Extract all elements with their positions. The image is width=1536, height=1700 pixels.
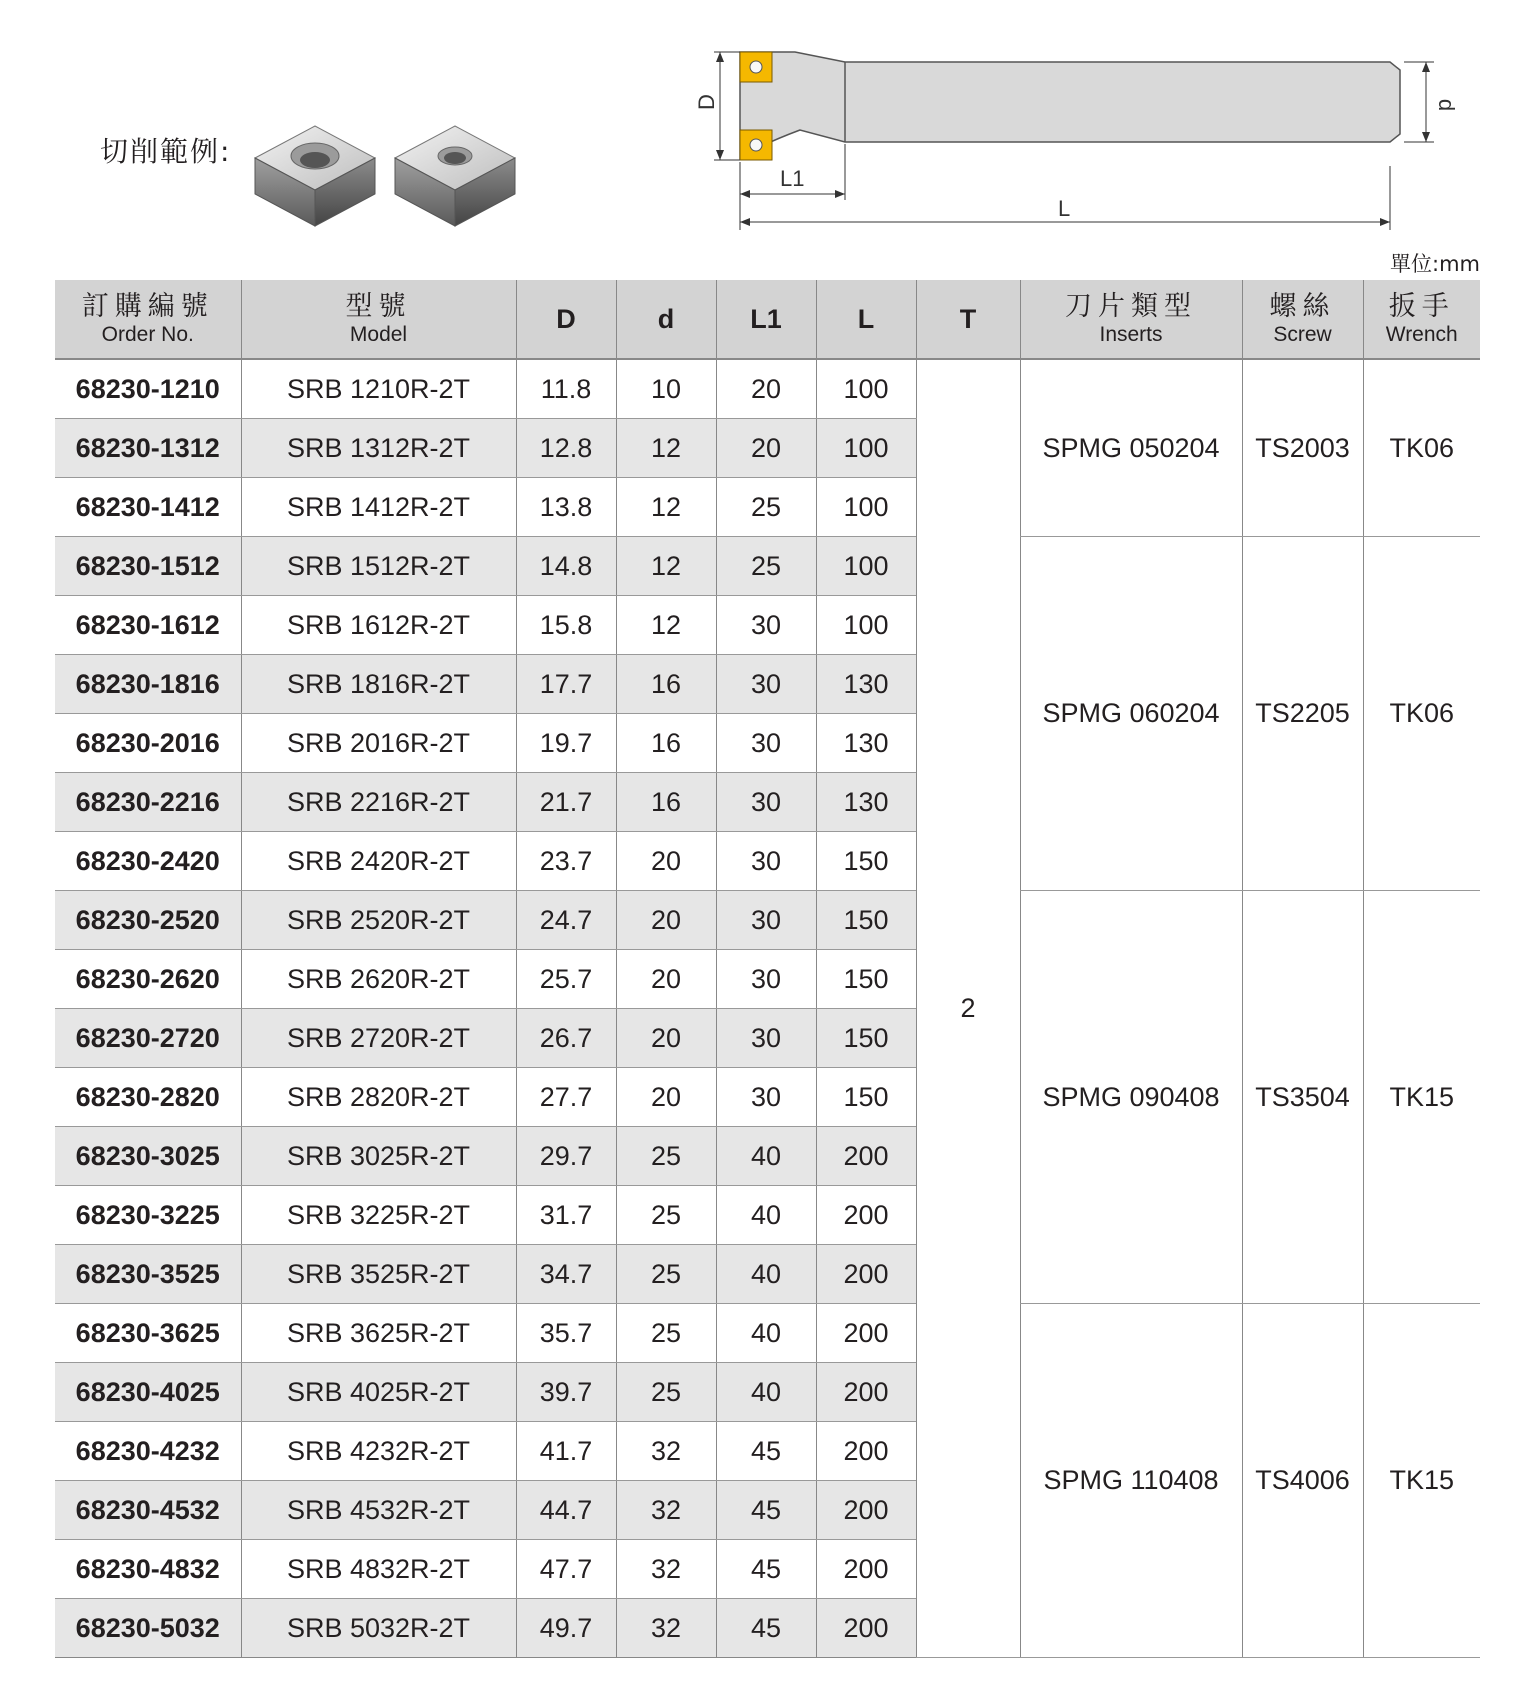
d-cell: 16 — [616, 714, 716, 773]
order-no-cell: 68230-1512 — [55, 537, 241, 596]
d-cell: 16 — [616, 773, 716, 832]
L1-cell: 40 — [716, 1304, 816, 1363]
T-cell: 2 — [916, 359, 1020, 1658]
L1-cell: 40 — [716, 1363, 816, 1422]
model-cell: SRB 2620R-2T — [241, 950, 516, 1009]
L-cell: 150 — [816, 950, 916, 1009]
D-cell: 49.7 — [516, 1599, 616, 1658]
model-cell: SRB 4232R-2T — [241, 1422, 516, 1481]
d-cell: 20 — [616, 832, 716, 891]
model-cell: SRB 4025R-2T — [241, 1363, 516, 1422]
L-cell: 200 — [816, 1127, 916, 1186]
order-no-cell: 68230-4232 — [55, 1422, 241, 1481]
model-cell: SRB 1210R-2T — [241, 359, 516, 419]
D-cell: 23.7 — [516, 832, 616, 891]
d-cell: 32 — [616, 1422, 716, 1481]
order-no-cell: 68230-1312 — [55, 419, 241, 478]
screw-cell: TS2205 — [1242, 537, 1363, 891]
L1-cell: 30 — [716, 773, 816, 832]
D-cell: 39.7 — [516, 1363, 616, 1422]
d-cell: 20 — [616, 1068, 716, 1127]
D-cell: 12.8 — [516, 419, 616, 478]
D-cell: 27.7 — [516, 1068, 616, 1127]
tool-dimension-drawing — [694, 40, 1420, 240]
model-cell: SRB 2420R-2T — [241, 832, 516, 891]
wrench-cell: TK06 — [1363, 537, 1480, 891]
wrench-cell: TK15 — [1363, 891, 1480, 1304]
order-no-cell: 68230-4532 — [55, 1481, 241, 1540]
model-cell: SRB 2820R-2T — [241, 1068, 516, 1127]
order-no-cell: 68230-1412 — [55, 478, 241, 537]
insert-examples-image — [255, 118, 535, 233]
L1-cell: 30 — [716, 950, 816, 1009]
table-row — [55, 891, 1480, 950]
insert-type-cell: SPMG 060204 — [1020, 537, 1242, 891]
D-cell: 13.8 — [516, 478, 616, 537]
D-cell: 41.7 — [516, 1422, 616, 1481]
D-cell: 25.7 — [516, 950, 616, 1009]
L1-cell: 40 — [716, 1245, 816, 1304]
L-cell: 150 — [816, 1068, 916, 1127]
order-no-cell: 68230-2520 — [55, 891, 241, 950]
L1-cell: 25 — [716, 478, 816, 537]
insert-type-cell: SPMG 110408 — [1020, 1304, 1242, 1658]
L-cell: 100 — [816, 419, 916, 478]
L1-cell: 30 — [716, 1068, 816, 1127]
L-cell: 130 — [816, 655, 916, 714]
L-cell: 100 — [816, 359, 916, 419]
d-cell: 25 — [616, 1186, 716, 1245]
col-L: L — [816, 280, 916, 359]
wrench-cell: TK06 — [1363, 359, 1480, 537]
L1-cell: 40 — [716, 1127, 816, 1186]
d-cell: 20 — [616, 950, 716, 1009]
D-cell: 29.7 — [516, 1127, 616, 1186]
model-cell: SRB 1612R-2T — [241, 596, 516, 655]
order-no-cell: 68230-2016 — [55, 714, 241, 773]
L1-cell: 30 — [716, 714, 816, 773]
d-cell: 32 — [616, 1540, 716, 1599]
d-cell: 25 — [616, 1127, 716, 1186]
D-cell: 11.8 — [516, 359, 616, 419]
model-cell: SRB 2016R-2T — [241, 714, 516, 773]
order-no-cell: 68230-1816 — [55, 655, 241, 714]
D-cell: 24.7 — [516, 891, 616, 950]
wrench-cell: TK15 — [1363, 1304, 1480, 1658]
D-cell: 35.7 — [516, 1304, 616, 1363]
L-cell: 150 — [816, 832, 916, 891]
model-cell: SRB 1512R-2T — [241, 537, 516, 596]
model-cell: SRB 4532R-2T — [241, 1481, 516, 1540]
insert-type-cell: SPMG 090408 — [1020, 891, 1242, 1304]
D-cell: 21.7 — [516, 773, 616, 832]
model-cell: SRB 4832R-2T — [241, 1540, 516, 1599]
model-cell: SRB 3625R-2T — [241, 1304, 516, 1363]
insert-shape-1 — [255, 126, 375, 226]
model-cell: SRB 2520R-2T — [241, 891, 516, 950]
L1-cell: 20 — [716, 419, 816, 478]
cutting-example-label: 切削範例: — [100, 135, 232, 168]
L1-cell: 30 — [716, 1009, 816, 1068]
L1-cell: 30 — [716, 832, 816, 891]
model-cell: SRB 1412R-2T — [241, 478, 516, 537]
order-no-cell: 68230-4025 — [55, 1363, 241, 1422]
screw-cell: TS2003 — [1242, 359, 1363, 537]
order-no-cell: 68230-4832 — [55, 1540, 241, 1599]
D-cell: 26.7 — [516, 1009, 616, 1068]
D-cell: 44.7 — [516, 1481, 616, 1540]
col-d: d — [616, 280, 716, 359]
L-cell: 150 — [816, 1009, 916, 1068]
L-cell: 200 — [816, 1422, 916, 1481]
col-model: 型號 Model — [241, 280, 516, 359]
order-no-cell: 68230-3625 — [55, 1304, 241, 1363]
screw-cell: TS4006 — [1242, 1304, 1363, 1658]
L-cell: 200 — [816, 1540, 916, 1599]
L-cell: 200 — [816, 1304, 916, 1363]
L-cell: 200 — [816, 1599, 916, 1658]
table-header-row — [55, 280, 1480, 359]
model-cell: SRB 1816R-2T — [241, 655, 516, 714]
table-row — [55, 359, 1480, 419]
insert-shape-2 — [395, 126, 515, 226]
order-no-cell: 68230-3025 — [55, 1127, 241, 1186]
order-no-cell: 68230-3225 — [55, 1186, 241, 1245]
order-no-cell: 68230-1210 — [55, 359, 241, 419]
model-cell: SRB 3025R-2T — [241, 1127, 516, 1186]
L-cell: 130 — [816, 773, 916, 832]
col-D: D — [516, 280, 616, 359]
L1-cell: 45 — [716, 1540, 816, 1599]
D-cell: 47.7 — [516, 1540, 616, 1599]
dim-D-label: D — [694, 94, 719, 110]
insert-type-cell: SPMG 050204 — [1020, 359, 1242, 537]
model-cell: SRB 2216R-2T — [241, 773, 516, 832]
D-cell: 14.8 — [516, 537, 616, 596]
d-cell: 32 — [616, 1481, 716, 1540]
d-cell: 25 — [616, 1245, 716, 1304]
col-wrench: 扳手 Wrench — [1363, 280, 1480, 359]
D-cell: 34.7 — [516, 1245, 616, 1304]
order-no-cell: 68230-5032 — [55, 1599, 241, 1658]
col-inserts: 刀片類型 Inserts — [1020, 280, 1242, 359]
L1-cell: 30 — [716, 655, 816, 714]
order-no-cell: 68230-3525 — [55, 1245, 241, 1304]
d-cell: 20 — [616, 1009, 716, 1068]
order-no-cell: 68230-2216 — [55, 773, 241, 832]
L-cell: 130 — [816, 714, 916, 773]
model-cell: SRB 2720R-2T — [241, 1009, 516, 1068]
screw-cell: TS3504 — [1242, 891, 1363, 1304]
L1-cell: 45 — [716, 1422, 816, 1481]
order-no-cell: 68230-2420 — [55, 832, 241, 891]
dim-d-label: d — [1434, 98, 1460, 112]
L-cell: 200 — [816, 1481, 916, 1540]
order-no-cell: 68230-2820 — [55, 1068, 241, 1127]
order-no-cell: 68230-2620 — [55, 950, 241, 1009]
model-cell: SRB 1312R-2T — [241, 419, 516, 478]
unit-label: 單位:mm — [1390, 252, 1480, 276]
d-cell: 12 — [616, 419, 716, 478]
order-no-cell: 68230-2720 — [55, 1009, 241, 1068]
d-cell: 25 — [616, 1304, 716, 1363]
d-cell: 32 — [616, 1599, 716, 1658]
L-cell: 100 — [816, 537, 916, 596]
table-row — [55, 1304, 1480, 1363]
L1-cell: 30 — [716, 596, 816, 655]
col-order-no: 訂購編號 Order No. — [55, 280, 241, 359]
L1-cell: 45 — [716, 1599, 816, 1658]
L1-cell: 30 — [716, 891, 816, 950]
L1-cell: 20 — [716, 359, 816, 419]
dim-L-label: L — [1058, 196, 1071, 221]
d-cell: 10 — [616, 359, 716, 419]
D-cell: 17.7 — [516, 655, 616, 714]
L-cell: 200 — [816, 1363, 916, 1422]
L-cell: 200 — [816, 1245, 916, 1304]
D-cell: 19.7 — [516, 714, 616, 773]
L1-cell: 45 — [716, 1481, 816, 1540]
L-cell: 100 — [816, 596, 916, 655]
L-cell: 100 — [816, 478, 916, 537]
D-cell: 31.7 — [516, 1186, 616, 1245]
table-row — [55, 537, 1480, 596]
d-cell: 12 — [616, 596, 716, 655]
model-cell: SRB 3525R-2T — [241, 1245, 516, 1304]
spec-table — [55, 280, 1480, 1658]
L-cell: 150 — [816, 891, 916, 950]
L1-cell: 25 — [716, 537, 816, 596]
d-cell: 20 — [616, 891, 716, 950]
L-cell: 200 — [816, 1186, 916, 1245]
model-cell: SRB 5032R-2T — [241, 1599, 516, 1658]
dim-L1-label: L1 — [780, 166, 805, 191]
d-cell: 12 — [616, 537, 716, 596]
d-cell: 16 — [616, 655, 716, 714]
col-screw: 螺絲 Screw — [1242, 280, 1363, 359]
d-cell: 25 — [616, 1363, 716, 1422]
col-L1: L1 — [716, 280, 816, 359]
d-cell: 12 — [616, 478, 716, 537]
col-T: T — [916, 280, 1020, 359]
model-cell: SRB 3225R-2T — [241, 1186, 516, 1245]
D-cell: 15.8 — [516, 596, 616, 655]
order-no-cell: 68230-1612 — [55, 596, 241, 655]
L1-cell: 40 — [716, 1186, 816, 1245]
